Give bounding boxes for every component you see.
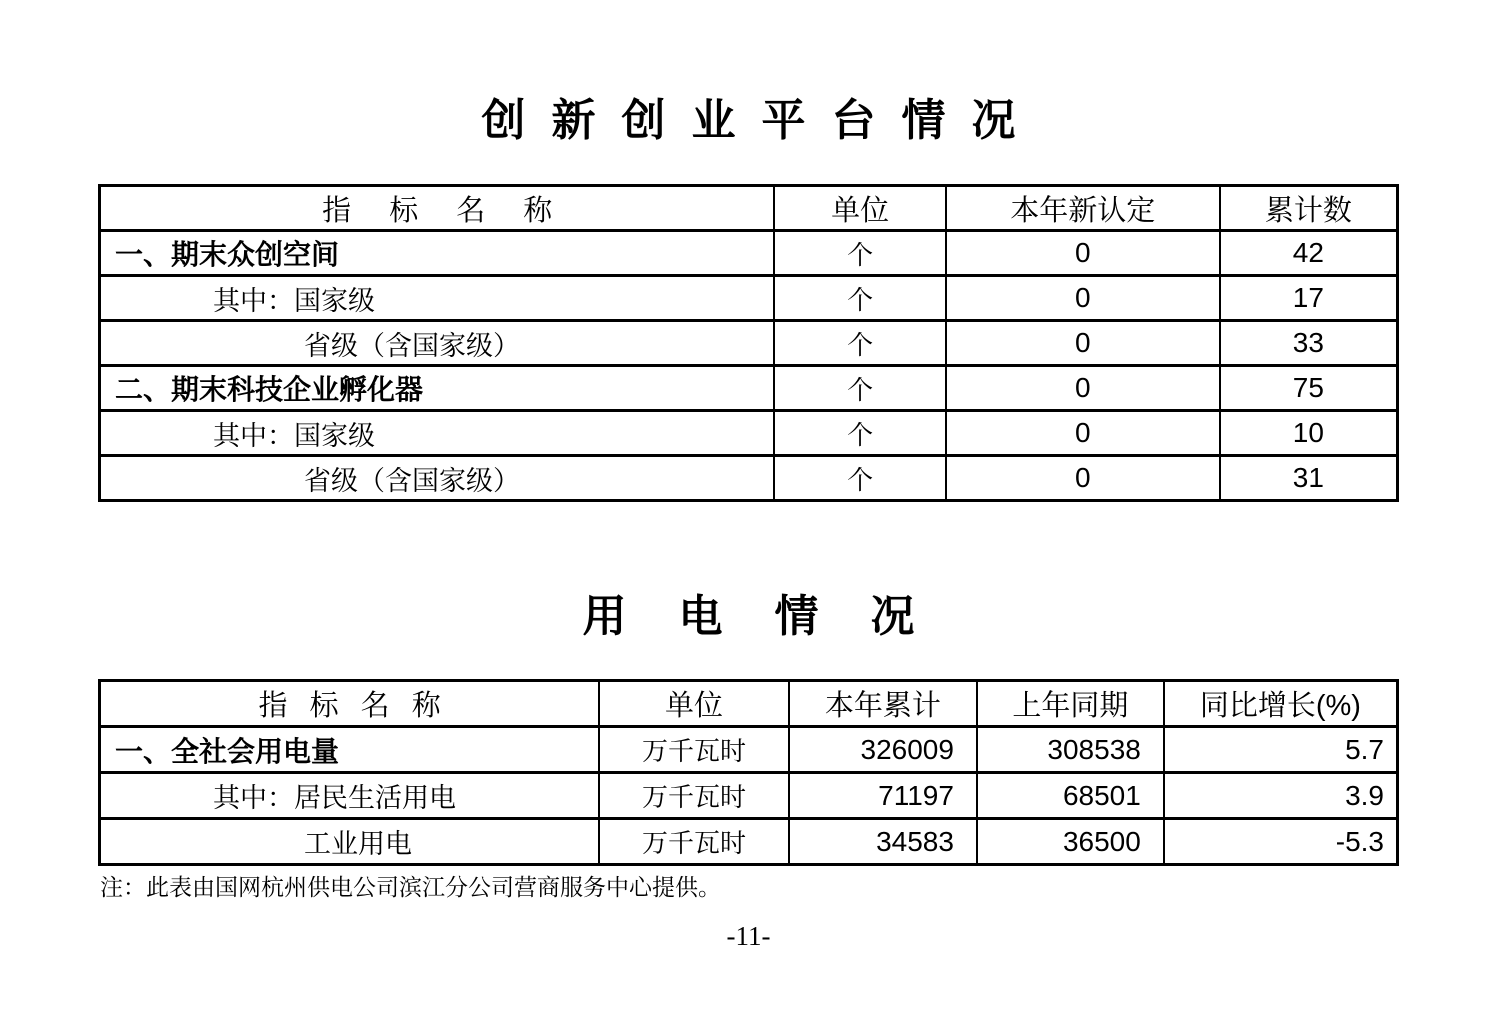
table2-header-yoy-growth: 同比增长(%)	[1164, 681, 1398, 727]
previous-year-value: 308538	[977, 727, 1164, 773]
unit-value: 个	[774, 231, 945, 276]
cumulative-value: 42	[1220, 231, 1398, 276]
unit-value: 个	[774, 321, 945, 366]
unit-value: 个	[774, 411, 945, 456]
page-number: -11-	[726, 921, 771, 951]
indicator-label: 其中：国家级	[100, 411, 775, 456]
table-row	[100, 819, 1398, 865]
yoy-growth-value: 3.9	[1164, 773, 1398, 819]
table2-header-current-year: 本年累计	[789, 681, 977, 727]
previous-year-value: 68501	[977, 773, 1164, 819]
table2-header-unit: 单位	[599, 681, 789, 727]
unit-value: 万千瓦时	[599, 773, 789, 819]
table-row	[100, 773, 1398, 819]
table1-header-indicator: 指 标 名 称	[100, 186, 775, 231]
table2-header-row	[100, 681, 1398, 727]
table2-header-indicator: 指 标 名 称	[100, 681, 600, 727]
section1-title: 创新创业平台情况	[481, 96, 1042, 145]
table-row	[100, 321, 1398, 366]
table-row	[100, 727, 1398, 773]
current-year-value: 34583	[789, 819, 977, 865]
electricity-usage-table	[98, 679, 1399, 866]
table-row	[100, 276, 1398, 321]
table1-header-row	[100, 186, 1398, 231]
table1-header-cumulative: 累计数	[1220, 186, 1398, 231]
newly-recognized-value: 0	[946, 366, 1220, 411]
table1-header-unit: 单位	[774, 186, 945, 231]
table-row	[100, 366, 1398, 411]
unit-value: 万千瓦时	[599, 819, 789, 865]
current-year-value: 326009	[789, 727, 977, 773]
current-year-value: 71197	[789, 773, 977, 819]
innovation-platform-table	[98, 184, 1399, 502]
cumulative-value: 10	[1220, 411, 1398, 456]
newly-recognized-value: 0	[946, 321, 1220, 366]
newly-recognized-value: 0	[946, 276, 1220, 321]
table2-header-previous-year: 上年同期	[977, 681, 1164, 727]
indicator-label: 其中：国家级	[100, 276, 775, 321]
indicator-label: 其中：居民生活用电	[100, 773, 600, 819]
cumulative-value: 17	[1220, 276, 1398, 321]
unit-value: 个	[774, 456, 945, 501]
indicator-label: 省级（含国家级）	[100, 321, 775, 366]
previous-year-value: 36500	[977, 819, 1164, 865]
unit-value: 个	[774, 276, 945, 321]
section2-title: 用电情况	[582, 592, 967, 641]
table-source-note: 注：此表由国网杭州供电公司滨江分公司营商服务中心提供。	[100, 875, 721, 900]
indicator-label: 一、期末众创空间	[100, 231, 775, 276]
table1-header-newly-recognized: 本年新认定	[946, 186, 1220, 231]
cumulative-value: 33	[1220, 321, 1398, 366]
indicator-label: 一、全社会用电量	[100, 727, 600, 773]
cumulative-value: 75	[1220, 366, 1398, 411]
table-row	[100, 411, 1398, 456]
indicator-label: 工业用电	[100, 819, 600, 865]
yoy-growth-value: 5.7	[1164, 727, 1398, 773]
unit-value: 个	[774, 366, 945, 411]
newly-recognized-value: 0	[946, 411, 1220, 456]
indicator-label: 省级（含国家级）	[100, 456, 775, 501]
table-row	[100, 231, 1398, 276]
yoy-growth-value: -5.3	[1164, 819, 1398, 865]
table-row	[100, 456, 1398, 501]
cumulative-value: 31	[1220, 456, 1398, 501]
newly-recognized-value: 0	[946, 231, 1220, 276]
unit-value: 万千瓦时	[599, 727, 789, 773]
indicator-label: 二、期末科技企业孵化器	[100, 366, 775, 411]
newly-recognized-value: 0	[946, 456, 1220, 501]
